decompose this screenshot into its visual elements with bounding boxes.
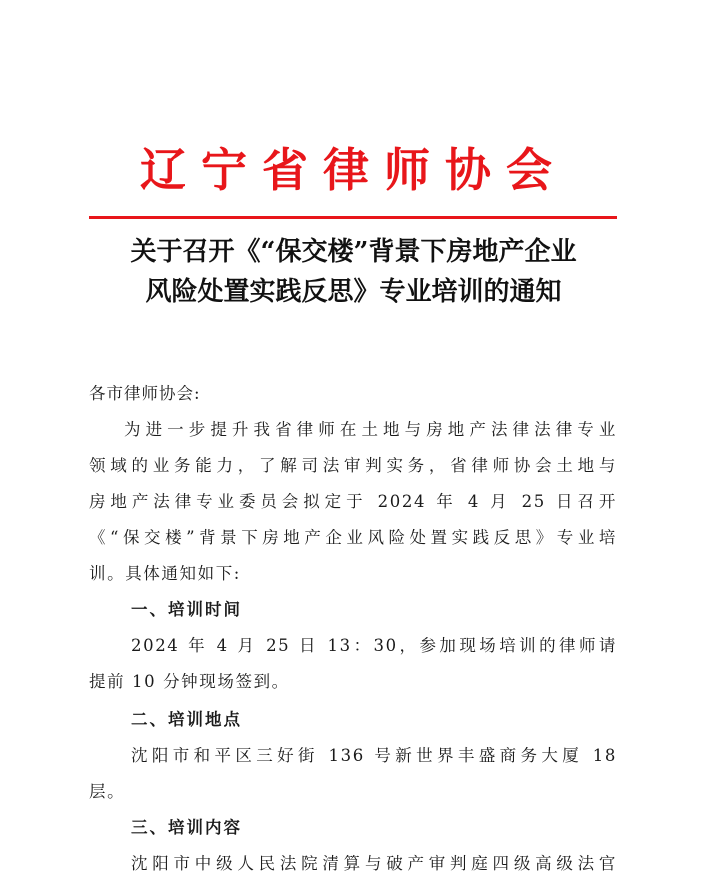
section-heading-location: 二、培训地点 xyxy=(131,710,242,729)
section-location-line-2: 层。 xyxy=(89,782,126,801)
section-content-line-1: 沈阳市中级人民法院清算与破产审判庭四级高级法官 xyxy=(131,854,617,873)
section-location-line-1: 沈阳市和平区三好街 136 号新世界丰盛商务大厦 18 xyxy=(131,746,617,765)
intro-line-1: 为进一步提升我省律师在土地与房地产法律法律专业 xyxy=(124,420,617,439)
section-time-line-2: 提前 10 分钟现场签到。 xyxy=(89,672,290,691)
section-time-line-1: 2024 年 4 月 25 日 13：30，参加现场培训的律师请 xyxy=(131,636,617,655)
intro-line-5: 训。具体通知如下: xyxy=(89,564,241,583)
notice-title-line-2: 风险处置实践反思》专业培训的通知 xyxy=(145,277,562,307)
notice-title-line-1: 关于召开《“保交楼”背景下房地产企业 xyxy=(130,237,577,267)
intro-line-3: 房地产法律专业委员会拟定于 2024 年 4 月 25 日召开 xyxy=(89,492,617,511)
section-heading-time: 一、培训时间 xyxy=(131,600,242,619)
salutation: 各市律师协会: xyxy=(89,384,201,403)
intro-line-4: 《“保交楼”背景下房地产企业风险处置实践反思》专业培 xyxy=(89,528,617,547)
intro-line-2: 领域的业务能力，了解司法审判实务，省律师协会土地与 xyxy=(89,456,617,475)
organization-title: 辽宁省律师协会 xyxy=(140,143,567,197)
section-heading-content: 三、培训内容 xyxy=(131,818,242,837)
red-divider xyxy=(89,216,617,219)
